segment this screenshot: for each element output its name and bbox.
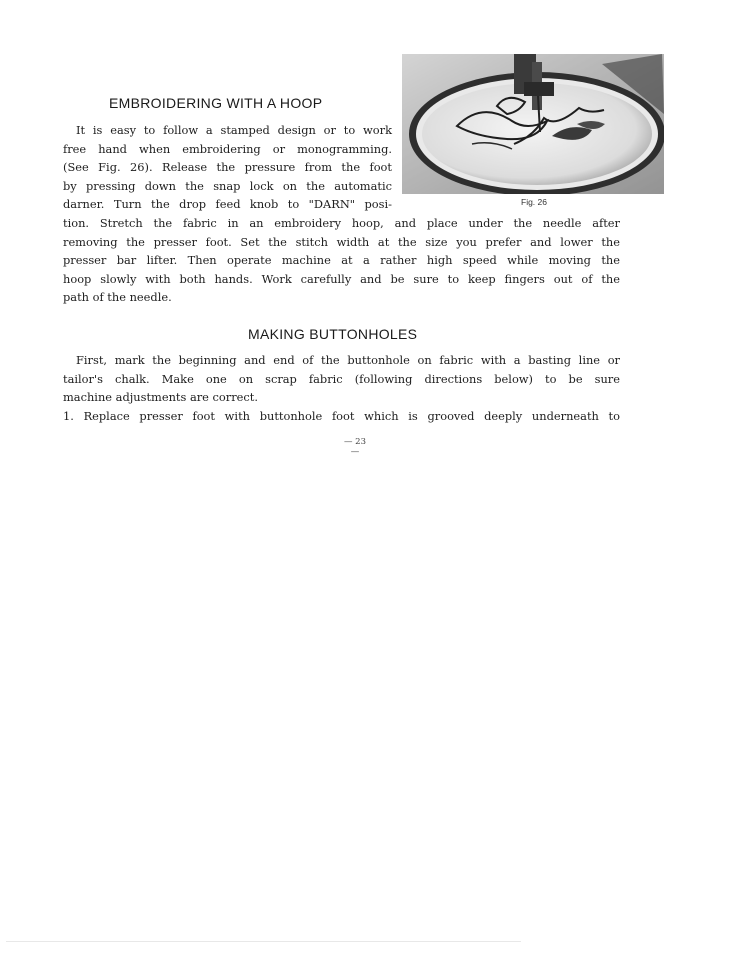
text-line: hoop slowly with both hands. Work carefully and be sure to keep fingers out of the <box>63 271 620 286</box>
section-heading-embroidering: EMBROIDERING WITH A HOOP <box>109 95 323 111</box>
text-line: presser bar lifter. Then operate machine at a rather high speed while moving the <box>63 253 620 268</box>
text-line: machine adjustments are correct. <box>63 390 258 405</box>
paragraph-embroidering <box>63 121 620 307</box>
section-heading-buttonholes: MAKING BUTTONHOLES <box>248 326 418 342</box>
footer-rule <box>6 941 521 942</box>
text-line: removing the presser foot. Set the stitch width at the size you prefer and lower the <box>63 234 620 249</box>
text-line: First, mark the beginning and end of the buttonhole on fabric with a basting line or <box>76 353 620 367</box>
text-line: 1. Replace presser foot with buttonhole foot which is grooved deeply underneath to <box>63 408 620 423</box>
text-line: free hand when embroidering or monogramming. <box>63 141 392 156</box>
paragraph-buttonholes <box>63 351 620 425</box>
page-number: — 23 — <box>343 437 367 457</box>
text-line: (See Fig. 26). Release the pressure from the foot <box>63 160 392 175</box>
text-line: path of the needle. <box>63 290 172 305</box>
text-line: It is easy to follow a stamped design or to work <box>76 123 392 137</box>
text-line: tailor's chalk. Make one on scrap fabric (following directions below) to be sure <box>63 371 620 386</box>
text-line: darner. Turn the drop feed knob to "DARN" posi- <box>63 197 392 212</box>
figure-caption: Fig. 26 <box>521 197 547 207</box>
text-line: tion. Stretch the fabric in an embroidery hoop, and place under the needle after <box>63 215 620 230</box>
text-line: by pressing down the snap lock on the automatic <box>63 178 392 193</box>
